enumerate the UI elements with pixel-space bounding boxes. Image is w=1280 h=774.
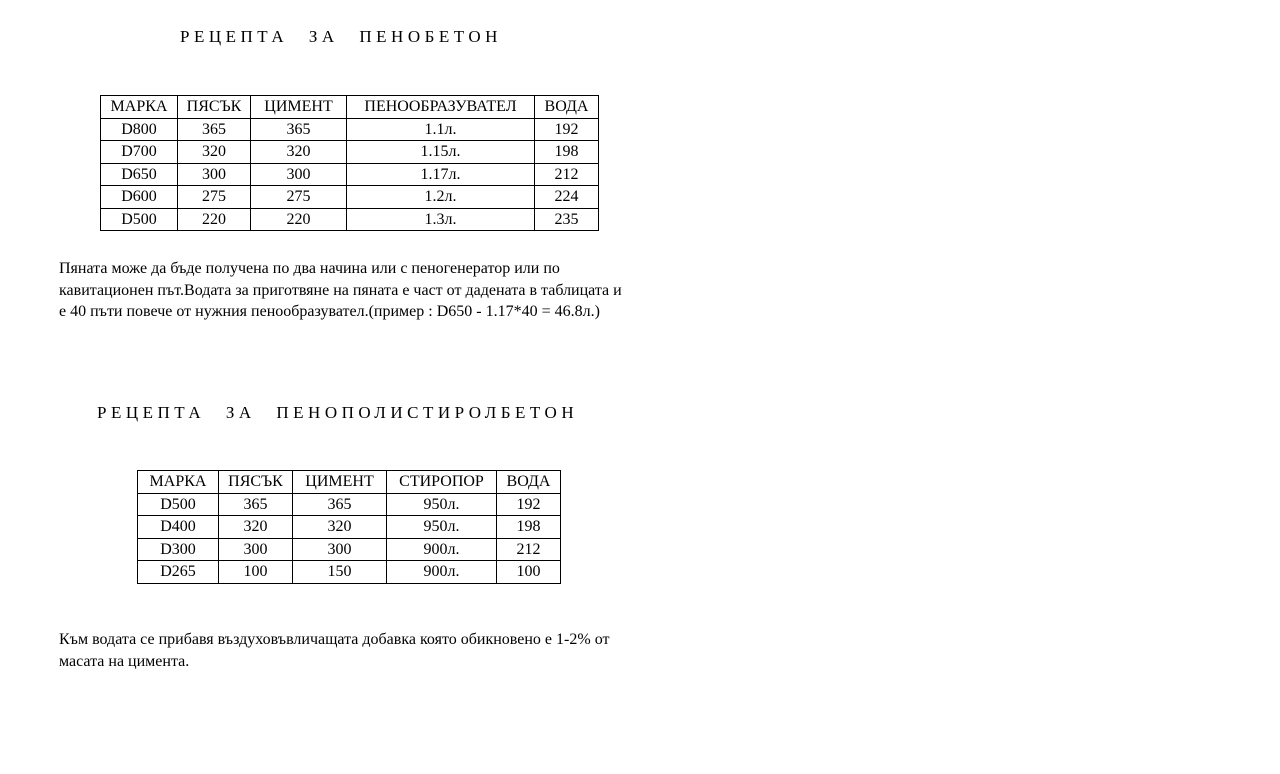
header-cell-voda: ВОДА — [497, 471, 561, 494]
note-line: Към водата се прибавя въздуховъвличащата добавка която обикновено е 1-2% от — [59, 631, 610, 648]
table-cell: 100 — [219, 561, 293, 584]
table-cell: 275 — [251, 186, 347, 209]
table-cell: 900л. — [387, 561, 497, 584]
table-header-row — [101, 96, 599, 119]
table-cell: D500 — [101, 208, 178, 231]
table-cell: 320 — [178, 141, 251, 164]
header-cell-marka: МАРКА — [101, 96, 178, 119]
table-cell: 1.15л. — [347, 141, 535, 164]
table-cell: D650 — [101, 163, 178, 186]
table-cell: D600 — [101, 186, 178, 209]
table-cell: 235 — [535, 208, 599, 231]
table-cell: 212 — [535, 163, 599, 186]
header-cell-tsiment: ЦИМЕНТ — [293, 471, 387, 494]
foam-concrete-title: РЕЦЕПТА ЗА ПЕНОБЕТОН — [180, 27, 502, 46]
polystyrene-concrete-table — [137, 470, 561, 584]
foam-concrete-note — [59, 258, 622, 323]
table-cell: 300 — [293, 538, 387, 561]
foam-concrete-table-head — [101, 96, 599, 119]
header-cell-penoobrazuvatel: ПЕНООБРАЗУВАТЕЛ — [347, 96, 535, 119]
table-cell: 212 — [497, 538, 561, 561]
table-cell: 300 — [178, 163, 251, 186]
table-row — [101, 141, 599, 164]
note-line: кавитационен път.Водата за приготвяне на пяната е част от дадената в таблицата и — [59, 281, 622, 299]
table-cell: 198 — [535, 141, 599, 164]
table-cell: D300 — [138, 538, 219, 561]
note-line: е 40 пъти повече от нужния пенообразувател.(пример : D650 - 1.17*40 = 46.8л.) — [59, 303, 600, 320]
note-line: масата на цимента. — [59, 652, 190, 670]
table-cell: D500 — [138, 493, 219, 516]
table-cell: 900л. — [387, 538, 497, 561]
table-cell: 950л. — [387, 516, 497, 539]
table-cell: 1.1л. — [347, 118, 535, 141]
table-cell: D400 — [138, 516, 219, 539]
table-cell: 1.17л. — [347, 163, 535, 186]
table-cell: 192 — [497, 493, 561, 516]
polystyrene-concrete-title: РЕЦЕПТА ЗА ПЕНОПОЛИСТИРОЛБЕТОН — [97, 403, 579, 422]
header-cell-pyasak: ПЯСЪК — [178, 96, 251, 119]
table-cell: 320 — [219, 516, 293, 539]
table-row — [101, 118, 599, 141]
table-header-row — [138, 471, 561, 494]
table-cell: 320 — [251, 141, 347, 164]
table-cell: 300 — [219, 538, 293, 561]
table-row — [101, 163, 599, 186]
table-cell: 365 — [293, 493, 387, 516]
polystyrene-table-body — [138, 493, 561, 583]
table-row — [101, 208, 599, 231]
header-cell-stiropor: СТИРОПОР — [387, 471, 497, 494]
table-cell: 300 — [251, 163, 347, 186]
table-cell: 150 — [293, 561, 387, 584]
table-cell: 192 — [535, 118, 599, 141]
table-cell: 198 — [497, 516, 561, 539]
table-row — [138, 538, 561, 561]
table-cell: D700 — [101, 141, 178, 164]
table-cell: 275 — [178, 186, 251, 209]
table-cell: 224 — [535, 186, 599, 209]
header-cell-pyasak: ПЯСЪК — [219, 471, 293, 494]
table-row — [138, 516, 561, 539]
polystyrene-table-head — [138, 471, 561, 494]
foam-concrete-table — [100, 95, 599, 231]
header-cell-marka: МАРКА — [138, 471, 219, 494]
table-cell: 1.3л. — [347, 208, 535, 231]
table-cell: 950л. — [387, 493, 497, 516]
table-cell: 220 — [251, 208, 347, 231]
table-row — [138, 493, 561, 516]
polystyrene-concrete-note — [59, 629, 609, 672]
header-cell-voda: ВОДА — [535, 96, 599, 119]
table-cell: 220 — [178, 208, 251, 231]
table-cell: 320 — [293, 516, 387, 539]
foam-concrete-table-body — [101, 118, 599, 231]
note-line: Пяната може да бъде получена по два начина или с пеногенератор или по — [59, 260, 560, 277]
table-cell: 100 — [497, 561, 561, 584]
table-cell: 365 — [219, 493, 293, 516]
table-cell: 1.2л. — [347, 186, 535, 209]
table-cell: 365 — [178, 118, 251, 141]
table-row — [101, 186, 599, 209]
table-cell: D265 — [138, 561, 219, 584]
table-row — [138, 561, 561, 584]
header-cell-tsiment: ЦИМЕНТ — [251, 96, 347, 119]
table-cell: 365 — [251, 118, 347, 141]
table-cell: D800 — [101, 118, 178, 141]
